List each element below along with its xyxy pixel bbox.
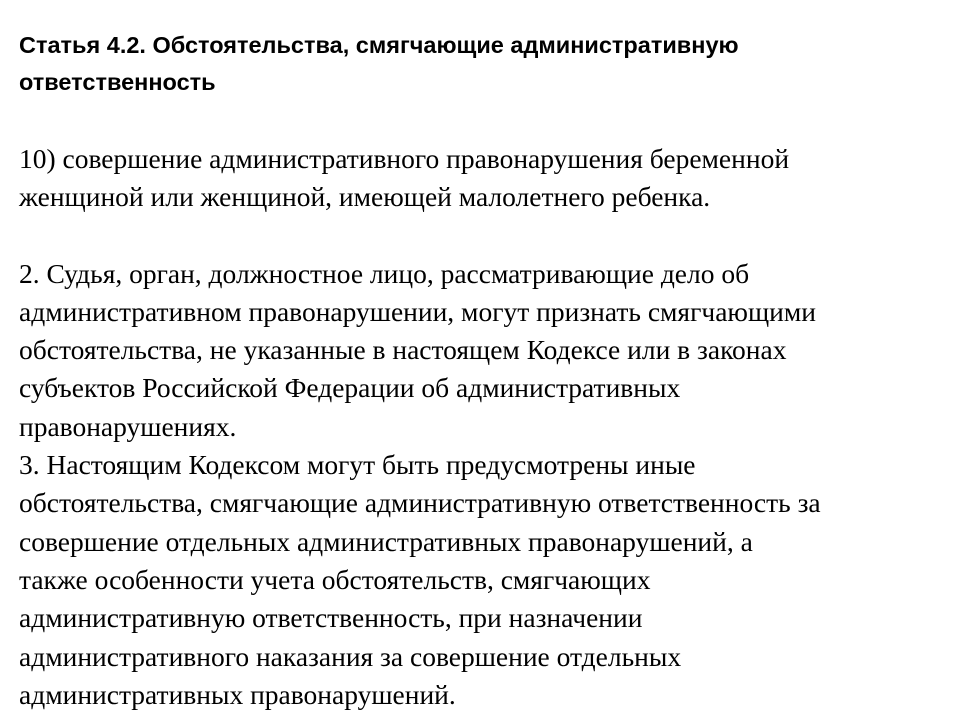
spacer — [19, 101, 954, 140]
paragraph-line: женщиной или женщиной, имеющей малолетнего ребенка. — [19, 181, 711, 213]
paragraph-line: административного наказания за совершение отдельных — [19, 640, 682, 672]
paragraph-line: совершение отдельных административных правонарушений, а — [19, 525, 753, 557]
article-title-line: Статья 4.2. Обстоятельства, смягчающие административную — [19, 32, 739, 58]
paragraph-line: административную ответственность, при назначении — [19, 602, 643, 634]
paragraph-line: 2. Судья, орган, должностное лицо, рассматривающие дело об — [19, 257, 750, 289]
paragraph-item-10 — [19, 140, 954, 217]
paragraph-part-3 — [19, 446, 954, 714]
paragraph-line: 3. Настоящим Кодексом могут быть предусмотрены иные — [19, 449, 696, 481]
article-title — [19, 27, 954, 101]
article-title-line: ответственность — [19, 69, 216, 95]
paragraph-line: также особенности учета обстоятельств, смягчающих — [19, 563, 651, 595]
document-page — [19, 27, 954, 714]
paragraph-line: 10) совершение административного правонарушения беременной — [19, 143, 790, 174]
paragraph-line: административных правонарушений. — [19, 678, 456, 710]
paragraph-part-2 — [19, 255, 954, 446]
spacer — [19, 217, 954, 255]
paragraph-line: обстоятельства, смягчающие административную ответственность за — [19, 487, 821, 519]
paragraph-line: правонарушениях. — [19, 410, 237, 442]
paragraph-line: субъектов Российской Федерации об административных — [19, 372, 681, 404]
paragraph-line: административном правонарушении, могут признать смягчающими — [19, 295, 816, 327]
paragraph-line: обстоятельства, не указанные в настоящем Кодексе или в законах — [19, 334, 787, 366]
